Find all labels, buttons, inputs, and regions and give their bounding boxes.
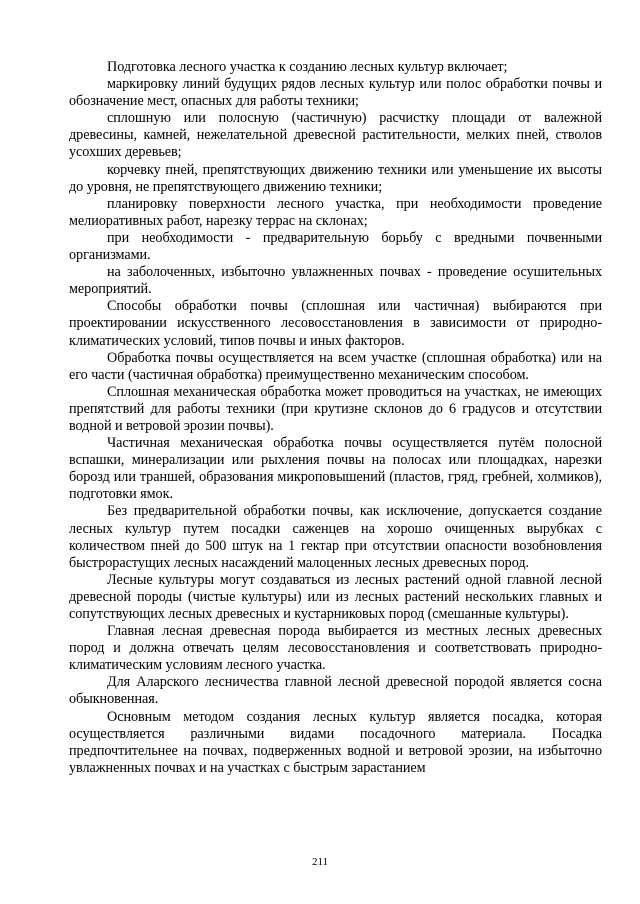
page-body-text [69,59,602,777]
paragraph-main-species: Главная лесная древесная порода выбирается из местных лесных древесных пород и должна отвечать целям лесовосстановления и соответствовать природно-климатическим условиям лесного участка. [69,623,602,674]
paragraph-soil-treatment: Обработка почвы осуществляется на всем участке (сплошная обработка) или на его части (частичная обработка) преимущественно механическим способом. [69,349,602,383]
paragraph-partial-treatment: Частичная механическая обработка почвы осуществляется путём полосной вспашки, минерализации или рыхления почвы на полосах или площадках, нарезки борозд или траншей, образования микроповышений (пластов, гряд, гребней, холмиков), подготовки ямок. [69,435,602,503]
paragraph-planting-method: Основным методом создания лесных культур является посадка, которая осуществляется различными видами посадочного материала. Посадка предпочтительнее на почвах, подверженных водной и ветровой эрозии, на избыточно увлажненных почвах и на участках с быстрым зарастанием [69,708,602,776]
list-item-clearing: сплошную или полосную (частичную) расчистку площади от валежной древесины, камней, нежелательной древесной растительности, мелких пней, стволов усохших деревьев; [69,110,602,161]
paragraph-intro: Подготовка лесного участка к созданию лесных культур включает; [107,59,508,75]
paragraph-no-treatment: Без предварительной обработки почвы, как исключение, допускается создание лесных культур путем посадки саженцев на хорошо очищенных вырубках с количеством пней до 500 штук на 1 гектар при отсутствии опасности возобновления быстрорастущих лесных насаждений малоценных лесных древесных пород. [69,503,602,571]
paragraph-full-treatment: Сплошная механическая обработка может проводиться на участках, не имеющих препятствий для работы техники (при крутизне склонов до 6 градусов и отсутствии водной и ветровой эрозии почвы). [69,383,602,434]
paragraph-alarsky-forestry: Для Аларского лесничества главной лесной древесной породой является сосна обыкновенная. [69,674,602,708]
list-item-marking: маркировку линий будущих рядов лесных культур или полос обработки почвы и обозначение мест, опасных для работы техники; [69,76,602,110]
list-item-stump-removal: корчевку пней, препятствующих движению техники или уменьшение их высоты до уровня, не препятствующего движению техники; [69,161,602,195]
list-item-pest-control: при необходимости - предварительную борьбу с вредными почвенными организмами. [69,229,602,264]
paragraph-soil-methods: Способы обработки почвы (сплошная или частичная) выбираются при проектировании искусственного лесовосстановления в зависимости от природно-климатических условий, типов почвы и иных факторов. [69,298,602,349]
list-item-leveling: планировку поверхности лесного участка, при необходимости проведение мелиоративных работ, нарезку террас на склонах; [69,195,602,229]
list-item-drainage: на заболоченных, избыточно увлажненных почвах - проведение осушительных мероприятий. [69,264,602,298]
page-number: 211 [311,856,329,868]
paragraph-culture-types: Лесные культуры могут создаваться из лесных растений одной главной лесной древесной породы (чистые культуры) или из лесных растений нескольких главных и сопутствующих лесных древесных и кустарниковых пород (смешанные культуры). [69,571,602,622]
